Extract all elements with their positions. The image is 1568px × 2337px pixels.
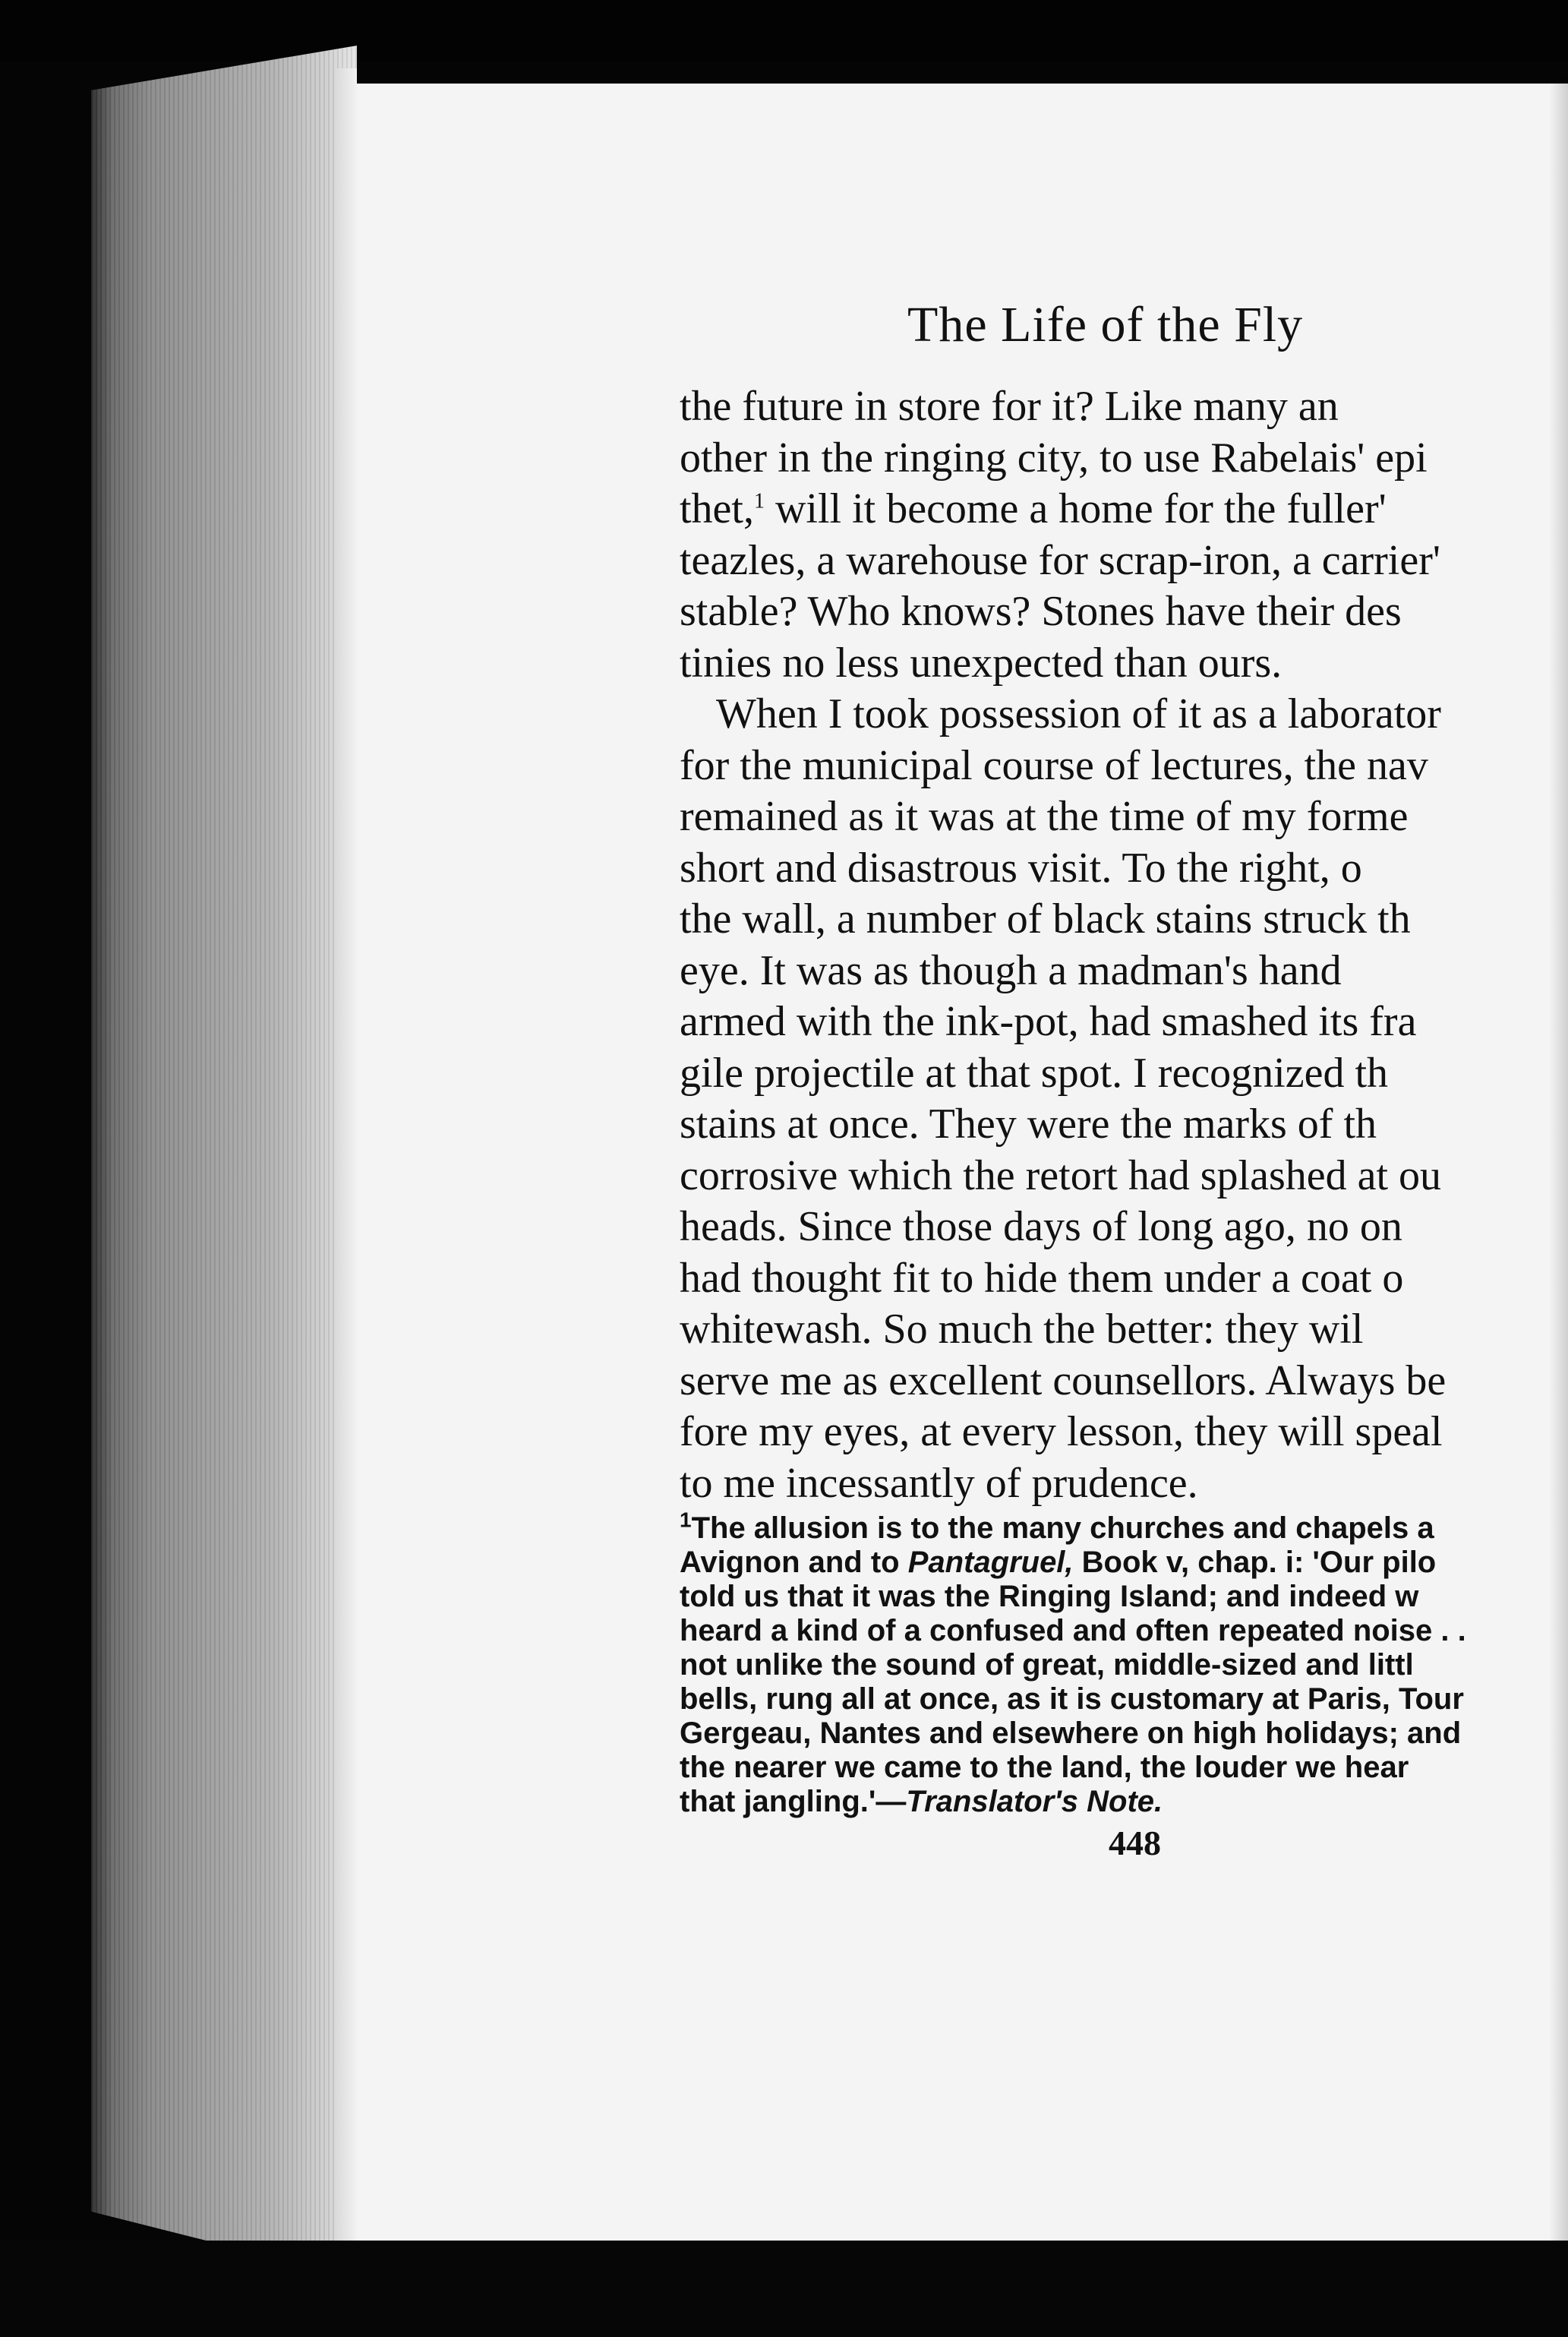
footnote-text: Book v, chap. i: 'Our pilo xyxy=(1073,1546,1437,1579)
footnote-text: that jangling.'— xyxy=(680,1785,907,1818)
footnote-line: bells, rung all at once, as it is customary at Paris, Tour xyxy=(680,1682,1464,1716)
body-line: armed with the ink-pot, had smashed its fra xyxy=(680,998,1417,1045)
footnote-line: not unlike the sound of great, middle-sized and littl xyxy=(680,1648,1414,1682)
body-line: fore my eyes, at every lesson, they will speal xyxy=(680,1408,1443,1455)
body-line: gile projectile at that spot. I recognized th xyxy=(680,1049,1388,1097)
footnote-line xyxy=(680,1546,1568,1580)
body-line: stable? Who knows? Stones have their des xyxy=(680,588,1402,635)
footnote-marker: 1 xyxy=(680,1508,692,1532)
body-line: tinies no less unexpected than ours. xyxy=(680,639,1282,687)
running-head: The Life of the Fly xyxy=(907,297,1304,352)
footnote-reference: 1 xyxy=(753,489,765,513)
film-frame-bottom xyxy=(0,2241,1568,2337)
footnote-text: The allusion is to the many churches and chapels a xyxy=(691,1511,1434,1545)
footnote-text: Avignon and to xyxy=(680,1546,908,1579)
body-line: serve me as excellent counsellors. Always be xyxy=(680,1356,1447,1404)
body-line: When I took possession of it as a laborator xyxy=(716,690,1441,737)
body-text xyxy=(680,381,1568,1509)
body-line: short and disastrous visit. To the right, o xyxy=(680,844,1362,892)
book-title-italic: Pantagruel, xyxy=(907,1546,1074,1579)
footnote-line: the nearer we came to the land, the louder we hear xyxy=(680,1751,1409,1784)
translator-note-italic: Translator's Note. xyxy=(906,1785,1163,1818)
body-line: other in the ringing city, to use Rabelais' epi xyxy=(680,434,1428,482)
page-stack-edge xyxy=(91,46,357,2279)
body-line: heads. Since those days of long ago, no on xyxy=(680,1203,1402,1250)
body-line: had thought fit to hide them under a coat o xyxy=(680,1254,1404,1302)
page-edge xyxy=(334,68,357,2256)
footnote-line: Gergeau, Nantes and elsewhere on high holidays; and xyxy=(680,1716,1462,1750)
footnote-line: heard a kind of a confused and often repeated noise . . xyxy=(680,1614,1466,1647)
body-line xyxy=(680,484,1568,535)
footnote-line xyxy=(680,1508,1568,1546)
body-line: eye. It was as though a madman's hand xyxy=(680,946,1342,994)
page-number: 448 xyxy=(1109,1824,1161,1862)
body-line: teazles, a warehouse for scrap-iron, a carrier' xyxy=(680,536,1440,584)
body-line: corrosive which the retort had splashed at ou xyxy=(680,1151,1442,1199)
film-frame-top xyxy=(0,0,1568,61)
footnote-line xyxy=(680,1785,1568,1819)
body-line-end: will it become a home for the fuller' xyxy=(764,485,1387,532)
footnote-line: told us that it was the Ringing Island; and indeed w xyxy=(680,1580,1419,1613)
body-line: remained as it was at the time of my forme xyxy=(680,793,1409,840)
body-line: the future in store for it? Like many an xyxy=(680,383,1339,430)
body-line-start: thet, xyxy=(680,485,754,532)
footnote xyxy=(680,1508,1568,1819)
body-line: whitewash. So much the better: they wil xyxy=(680,1306,1364,1353)
body-line: stains at once. They were the marks of th xyxy=(680,1101,1377,1148)
body-line: the wall, a number of black stains struck th xyxy=(680,895,1411,943)
body-line: to me incessantly of prudence. xyxy=(680,1459,1198,1507)
body-line: for the municipal course of lectures, the nav xyxy=(680,741,1428,789)
